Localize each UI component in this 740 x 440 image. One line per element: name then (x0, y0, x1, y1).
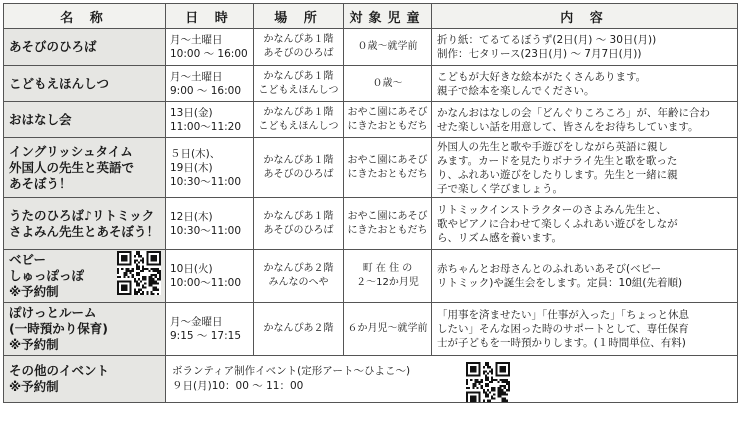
datetime-cell (166, 29, 254, 66)
text-line: ぽけっとルーム (9, 305, 97, 320)
text-line: せた楽しい話を用意して、皆さんをお待ちしています。 (437, 120, 699, 133)
content-cell (432, 198, 738, 250)
table-row (4, 29, 738, 66)
text-line: おやこ園にあそび (347, 106, 428, 118)
text-line: ベビー (9, 252, 47, 267)
target-cell (344, 250, 432, 303)
header-row (4, 4, 738, 29)
text-line: 歌やピアノに合わせて楽しくふれあい遊びをしなが (437, 217, 678, 230)
place-cell (254, 303, 344, 356)
target-cell (344, 138, 432, 198)
place-cell (254, 102, 344, 138)
content-cell (432, 250, 738, 303)
other-event-details (166, 362, 737, 396)
text-line: 9:00 ～ 16:00 (170, 84, 242, 97)
text-line: ら、リズム感を養います。 (437, 231, 562, 244)
text-line: にきたおともだち (347, 224, 428, 236)
text-line: ボランティア制作イベント(定形アート～ひよこ～) (172, 365, 411, 377)
place-cell (254, 66, 344, 102)
text-line: 月～土曜日 (170, 34, 223, 46)
content-cell (432, 138, 738, 198)
event-name-cell (4, 138, 166, 198)
event-name (9, 305, 161, 353)
text-line: 折り紙：てるてるぼうず(2日(月) ～ 30日(月)) (437, 34, 657, 46)
text-line: かなんぴあ１階 (263, 106, 334, 118)
text-line: 赤ちゃんとお母さんとのふれあいあそび(ベビー (437, 263, 662, 275)
text-line: かなんぴあ１階 (263, 70, 334, 82)
event-name (9, 39, 161, 55)
event-name-cell (4, 102, 166, 138)
text-line: あそびのひろば (263, 168, 334, 180)
place-cell (254, 250, 344, 303)
schedule-table (3, 3, 738, 403)
text-line: 「用事を済ませたい」「仕事が入った」「ちょっと休息 (437, 309, 689, 321)
text-line: り、ふれあい遊びをしたりします。先生と一緒に親 (437, 168, 678, 181)
place-cell (254, 29, 344, 66)
table-row-other-events (4, 356, 738, 403)
text-line: ０歳～就学前 (357, 41, 418, 52)
qr-code-icon[interactable] (117, 251, 161, 295)
table-row (4, 66, 738, 102)
event-name-cell (4, 303, 166, 356)
text-line: 11:00～11:20 (170, 120, 242, 133)
text-line: かなんおはなしの会「どんぐりころころ」が、年齢に合わ (437, 106, 710, 119)
target-cell (344, 303, 432, 356)
text-line: うたのひろば♪リトミック (9, 207, 155, 223)
text-line: 10:00 ～ 16:00 (170, 48, 248, 60)
text-line: 19日(木) (170, 161, 213, 174)
text-line: さよみん先生とあそぼう！ (9, 223, 160, 239)
table-row (4, 303, 738, 356)
header-place: 場 所 (254, 4, 344, 29)
datetime-cell (166, 250, 254, 303)
text-line: ２～12か月児 (356, 277, 419, 288)
text-line: 12日(木) (170, 210, 213, 223)
text-line: 10:00～11:00 (170, 277, 242, 289)
table-row (4, 250, 738, 303)
text-line: かなんぴあ１階 (263, 154, 334, 166)
text-line: 10:30～11:00 (170, 175, 242, 188)
text-line: かなんぴあ１階 (263, 34, 334, 45)
header-name: 名 称 (4, 4, 166, 29)
text-line: にきたおともだち (347, 120, 428, 132)
text-line: ０歳～ (372, 77, 403, 89)
text-line: 制作：七タリース(23日(月) ～ 7月7日(月)) (437, 48, 642, 60)
event-name (9, 252, 161, 300)
text-line: かなんぴあ２階 (263, 323, 334, 334)
text-line: 外国人の先生と歌や手遊びをしながら英語に親し (437, 140, 668, 153)
table-row (4, 102, 738, 138)
event-name-cell (4, 198, 166, 250)
reservation-note: ※予約制 (9, 284, 59, 299)
text-line: リトミック)や誕生会をします。定員：10組(先着順) (437, 277, 683, 289)
datetime-cell (166, 198, 254, 250)
text-line: 13日(金) (170, 106, 213, 119)
text-line: ５日(木)、 (170, 147, 221, 160)
text-line: 町 在 住 の (362, 263, 413, 274)
text-line: 親子で絵本を楽しんでください。 (437, 84, 595, 97)
datetime-cell (166, 66, 254, 102)
text-line: おやこ園にあそび (347, 210, 428, 222)
text-line: あそびのひろば (263, 48, 334, 59)
event-name-cell (4, 356, 166, 403)
content-cell (432, 66, 738, 102)
text-line: こどもえほんしつ (258, 84, 339, 96)
target-cell (344, 66, 432, 102)
text-line: あそびのひろば (9, 39, 97, 54)
event-name-cell (4, 66, 166, 102)
text-line: ９日(月)10：00 ～ 11：00 (172, 380, 304, 392)
text-line: 10:30～11:00 (170, 224, 242, 237)
place-cell (254, 138, 344, 198)
text-line: おやこ園にあそび (347, 154, 428, 166)
text-line: おはなし会 (9, 111, 72, 127)
text-line: こどもが大好きな絵本がたくさんあります。 (437, 70, 647, 83)
text-line: みんなのへや (268, 277, 329, 288)
text-line: 外国人の先生と英語で (9, 159, 135, 175)
text-line: 9:15 ～ 17:15 (170, 330, 242, 342)
target-cell (344, 198, 432, 250)
text-line: みます。カードを見たりボナライ先生と歌を歌った (437, 154, 678, 167)
text-line: こどもえほんしつ (9, 75, 110, 91)
event-name (9, 144, 161, 192)
text-line: 士が子どもを一時預かりします。(１時間単位、有料) (437, 337, 686, 349)
datetime-cell (166, 303, 254, 356)
header-datetime: 日 時 (166, 4, 254, 29)
text-line: リトミックインストラクターのさよみん先生と、 (437, 203, 667, 216)
target-cell (344, 102, 432, 138)
event-name-cell (4, 250, 166, 303)
datetime-cell (166, 138, 254, 198)
text-line: (一時預かり保育) (9, 321, 108, 336)
text-line: 子で楽しく学びましょう。 (437, 182, 563, 195)
reservation-note: ※予約制 (9, 379, 59, 394)
qr-code-icon[interactable] (466, 362, 510, 403)
text-line: 月～金曜日 (170, 316, 223, 328)
reservation-note: ※予約制 (9, 337, 59, 352)
text-line: あそびのひろば (263, 224, 334, 236)
event-name (9, 112, 161, 128)
table-row (4, 138, 738, 198)
table-row (4, 198, 738, 250)
other-event-details-cell (166, 356, 738, 403)
text-line: かなんぴあ２階 (263, 263, 334, 274)
text-line: しゅっぽっぽ (9, 268, 85, 283)
header-content: 内 容 (432, 4, 738, 29)
event-name-cell (4, 29, 166, 66)
text-line: こどもえほんしつ (258, 120, 339, 132)
event-name (9, 208, 161, 240)
datetime-cell (166, 102, 254, 138)
schedule-table-wrapper (3, 3, 737, 437)
content-cell (432, 29, 738, 66)
text-line: にきたおともだち (347, 168, 428, 180)
text-line: かなんぴあ１階 (263, 210, 334, 222)
target-cell (344, 29, 432, 66)
text-line: 月～土曜日 (170, 70, 223, 83)
text-line: したい」そんな困った時のサポートとして、専任保育 (437, 323, 689, 335)
text-line: 10日(火) (170, 263, 213, 275)
text-line: その他のイベント (9, 363, 110, 378)
place-cell (254, 198, 344, 250)
text-line: あそぼう！ (9, 175, 72, 191)
header-target: 対象児童 (344, 4, 432, 29)
event-name (9, 76, 161, 92)
content-cell (432, 102, 738, 138)
content-cell (432, 303, 738, 356)
text-line: ６か月児～就学前 (347, 323, 428, 334)
text-line: イングリッシュタイム (9, 143, 133, 159)
